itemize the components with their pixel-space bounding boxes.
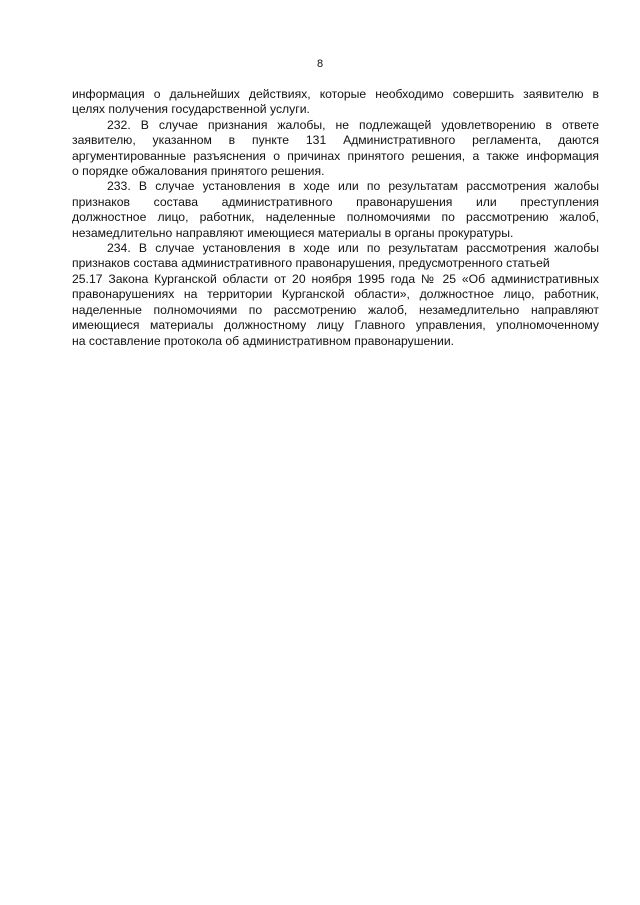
- text-line: правонарушениях на территории Курганской области», должностное лицо, работник,: [72, 287, 599, 302]
- text-line: 232. В случае признания жалобы, не подлежащей удовлетворению в ответе: [107, 117, 599, 132]
- text-line: аргументированные разъяснения о причинах принятого решения, а также информация: [72, 148, 599, 163]
- paragraph-234: [72, 241, 599, 349]
- text-line: целях получения государственной услуги.: [72, 102, 310, 117]
- text-line: 234. В случае установления в ходе или по результатам рассмотрения жалобы: [107, 241, 599, 256]
- text-line: о порядке обжалования принятого решения.: [72, 164, 325, 179]
- text-line: признаков состава административного правонарушения или преступления: [72, 194, 599, 209]
- text-line: на составление протокола об административном правонарушении.: [72, 333, 455, 348]
- paragraph-232: [72, 118, 599, 180]
- document-body: [72, 87, 599, 349]
- paragraph-233: [72, 179, 599, 241]
- text-line: наделенные полномочиями по рассмотрению жалоб, незамедлительно направляют: [72, 302, 599, 317]
- text-line: заявителю, указанном в пункте 131 Административного регламента, даются: [72, 133, 599, 148]
- text-line: незамедлительно направляют имеющиеся материалы в органы прокуратуры.: [72, 225, 514, 240]
- paragraph-continuation: [72, 87, 599, 118]
- text-line: 233. В случае установления в ходе или по результатам рассмотрения жалобы: [107, 179, 599, 194]
- text-line: 25.17 Закона Курганской области от 20 ноября 1995 года № 25 «Об административных: [72, 271, 599, 286]
- text-line: имеющиеся материалы должностному лицу Главного управления, уполномоченному: [72, 318, 599, 333]
- text-line: должностное лицо, работник, наделенные полномочиями по рассмотрению жалоб,: [72, 210, 599, 225]
- text-line: информация о дальнейших действиях, которые необходимо совершить заявителю в: [72, 87, 599, 101]
- page-number: 8: [316, 58, 324, 70]
- text-line: признаков состава административного правонарушения, предусмотренного статьей: [72, 256, 550, 271]
